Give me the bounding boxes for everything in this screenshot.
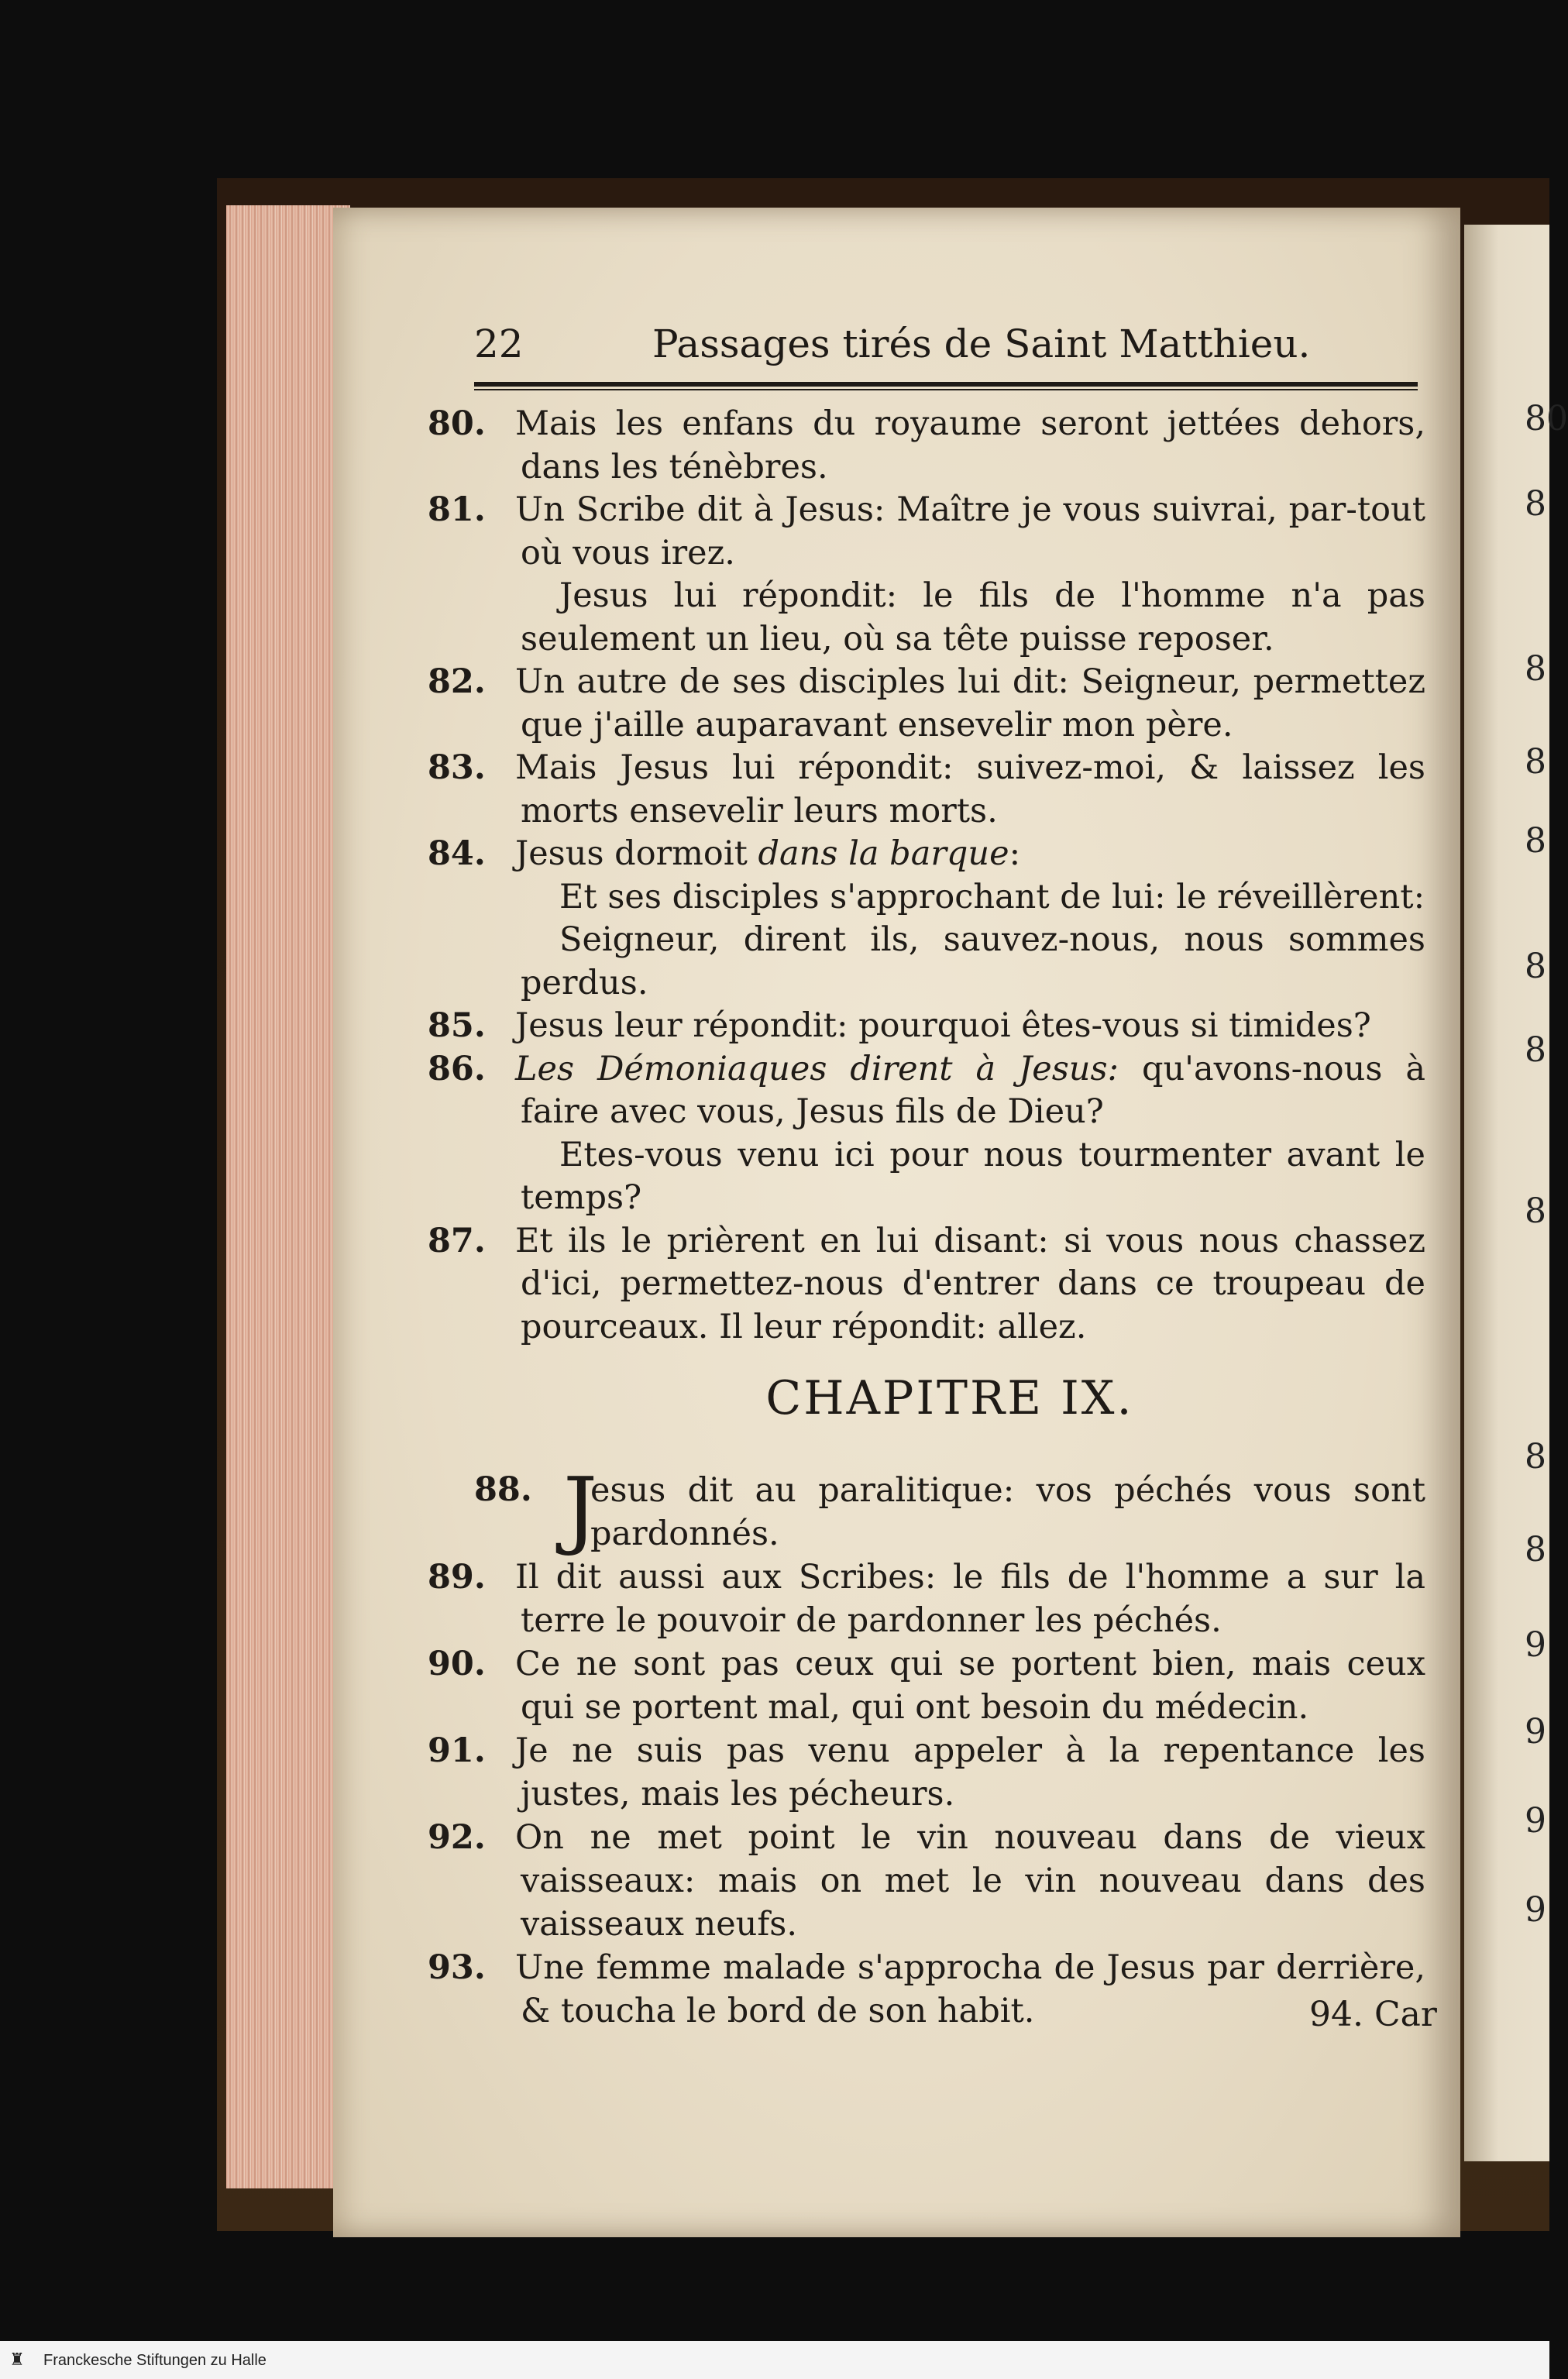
verse-number: 85. [428, 1006, 486, 1045]
verse [428, 489, 1425, 575]
verse-text: esus dit au paralitique: vos péchés vous sont pardonnés. [590, 1471, 1425, 1553]
verse [428, 1642, 1425, 1729]
verse-number: 89. [428, 1558, 486, 1597]
verse-text: On ne met point le vin nouveau dans de vieux vaisseaux: mais on met le vin nouveau dans des vaisseaux neufs. [515, 1818, 1425, 1944]
verse-continuation: Seigneur, dirent ils, sauvez-nous, nous sommes perdus. [521, 920, 1425, 1002]
verse-number: 91. [428, 1731, 486, 1770]
page-number: 22 [474, 321, 524, 366]
verse-continuation: Etes-vous venu ici pour nous tourmenter avant le temps? [521, 1135, 1425, 1217]
facing-margin-number: 8 [1525, 484, 1546, 524]
verse [428, 833, 1425, 876]
verse [428, 1946, 1425, 2033]
verse-text: Il dit aussi aux Scribes: le fils de l'homme a sur la terre le pouvoir de pardonner les péchés. [515, 1558, 1425, 1640]
verse-text-italic: dans la barque [758, 834, 1009, 873]
verse-text: Jesus leur répondit: pourquoi êtes-vous si timides? [515, 1006, 1371, 1045]
verse-number: 88. [474, 1470, 532, 1509]
facing-margin-number: 9 [1525, 1625, 1546, 1665]
verse-text: Mais Jesus lui répondit: suivez-moi, & laissez les morts ensevelir leurs morts. [515, 748, 1425, 830]
verse [428, 1220, 1425, 1349]
verse [428, 661, 1425, 747]
verse-text: Et ils le prièrent en lui disant: si vous nous chassez d'ici, permettez-nous d'entrer dans ce troupeau de pourceaux. Il leur répondit: allez. [515, 1221, 1425, 1346]
facing-margin-number: 9 [1525, 1801, 1546, 1841]
running-title: Passages tirés de Saint Matthieu. [652, 321, 1311, 366]
verse-number: 90. [428, 1645, 486, 1683]
verses-block-2 [428, 1459, 1425, 2033]
verse-number: 93. [428, 1948, 486, 1987]
running-header [474, 318, 1425, 380]
facing-margin-number: 9 [1525, 1712, 1546, 1752]
institution-label: Franckesche Stiftungen zu Halle [43, 2352, 266, 2369]
chapter-heading: CHAPITRE IX. [765, 1371, 1134, 1425]
verse-number: 92. [428, 1818, 486, 1857]
drop-capital: J [563, 1459, 598, 1558]
verse-number: 83. [428, 748, 486, 787]
verse-text: Mais les enfans du royaume seront jettées dehors, dans les ténèbres. [515, 404, 1425, 486]
verse-text-end: : [1009, 834, 1021, 873]
verse-text: Jesus dormoit [515, 834, 758, 873]
viewer-footer [0, 2341, 1549, 2379]
verse-text-italic: Les Démoniaques dirent à Jesus: [515, 1049, 1119, 1088]
verse-number: 86. [428, 1049, 486, 1088]
facing-page-fragment [1464, 225, 1568, 2161]
catchword: 94. Car [1309, 1995, 1437, 2034]
institution-logo-icon: ♜ [9, 2350, 25, 2370]
verse [428, 1816, 1425, 1946]
verse-continuation: Et ses disciples s'approchant de lui: le réveillèrent: [559, 877, 1425, 916]
verse [428, 1048, 1425, 1134]
verse [428, 1556, 1425, 1642]
verse-continuation: Jesus lui répondit: le fils de l'homme n'a pas seulement un lieu, où sa tête puisse reposer. [521, 576, 1425, 658]
verse [428, 747, 1425, 833]
verse-number: 81. [428, 490, 486, 529]
facing-margin-number: 8 [1525, 821, 1546, 861]
verse-number: 82. [428, 662, 486, 701]
facing-margin-number: 8 [1525, 649, 1546, 689]
verse-text: Un Scribe dit à Jesus: Maître je vous suivrai, par-tout où vous irez. [515, 490, 1425, 572]
verse-number: 84. [428, 834, 486, 873]
verses-block-1 [428, 403, 1425, 1349]
verse-text: qu'avons-nous à faire avec vous, Jesus fils de Dieu? [521, 1049, 1425, 1131]
verse [428, 1005, 1425, 1048]
facing-margin-number: 8 [1525, 1191, 1546, 1231]
facing-margin-number: 8 [1525, 947, 1546, 986]
facing-margin-number: 9 [1525, 1890, 1546, 1930]
header-rule-thin [474, 389, 1418, 390]
facing-margin-number: 8 [1525, 742, 1546, 782]
verse-text: Je ne suis pas venu appeler à la repentance les justes, mais les pécheurs. [515, 1731, 1425, 1813]
verse-text: Un autre de ses disciples lui dit: Seigneur, permettez que j'aille auparavant ensevelir mon père. [515, 662, 1425, 744]
page-edges [226, 205, 350, 2188]
verse-number: 87. [428, 1221, 486, 1260]
verse [428, 1729, 1425, 1816]
facing-margin-number: 8 [1525, 1437, 1546, 1477]
verse [428, 403, 1425, 489]
verse [474, 1459, 1425, 1558]
verse-number: 80. [428, 404, 486, 443]
facing-margin-number: 8 [1525, 1530, 1546, 1569]
verse-text: Une femme malade s'approcha de Jesus par derrière, & toucha le bord de son habit. [515, 1948, 1425, 2030]
facing-margin-number: 80 [1525, 399, 1568, 438]
header-rule [474, 382, 1418, 387]
facing-margin-number: 8 [1525, 1030, 1546, 1070]
verse-text: Ce ne sont pas ceux qui se portent bien, mais ceux qui se portent mal, qui ont besoin du médecin. [515, 1645, 1425, 1727]
